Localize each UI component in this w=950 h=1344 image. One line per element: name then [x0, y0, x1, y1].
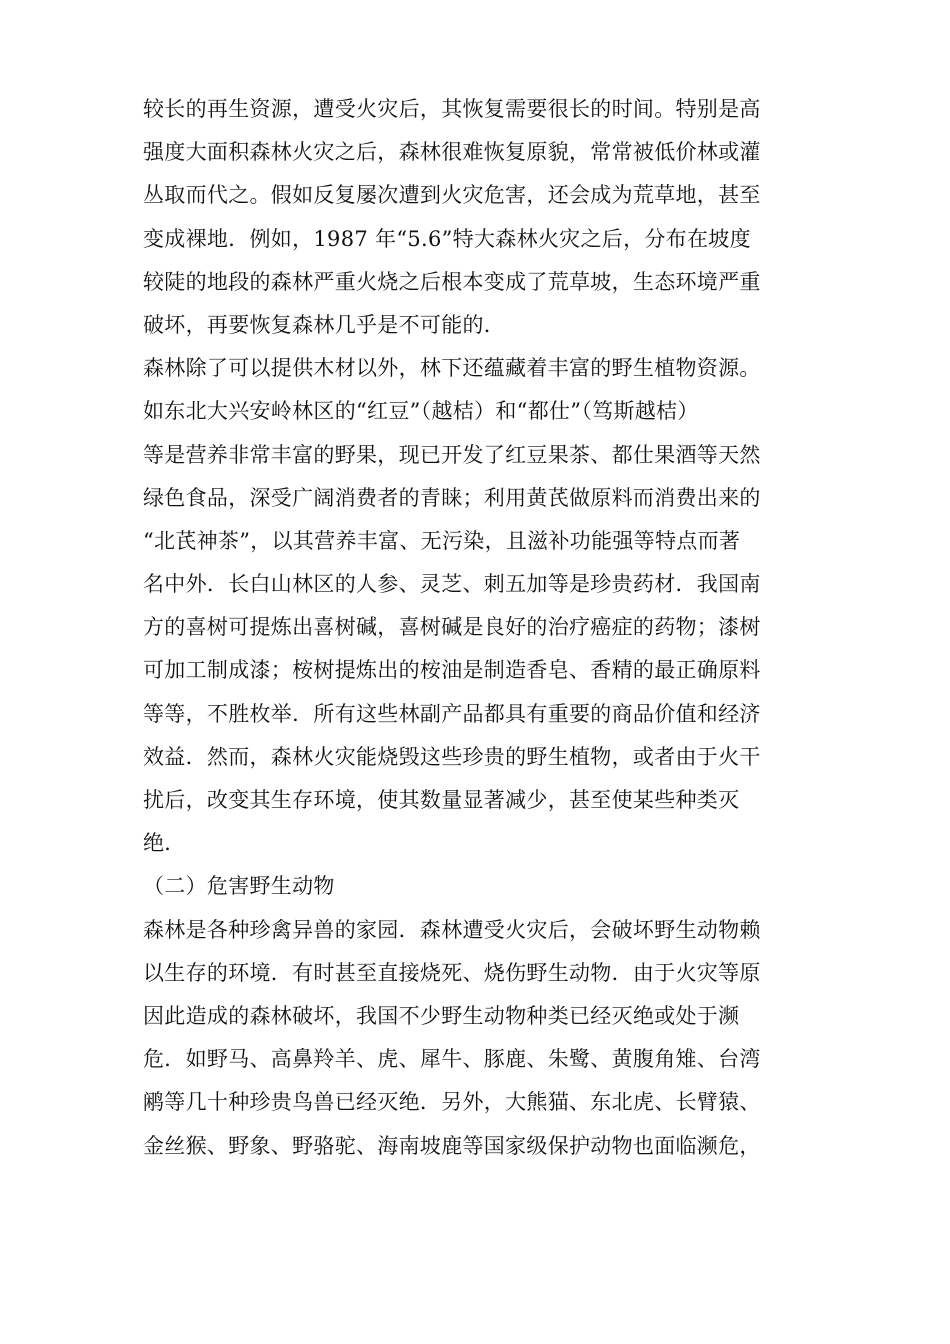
section-heading: （二）危害野生动物: [143, 874, 335, 899]
text-line: 方的喜树可提炼出喜树碱，喜树碱是良好的治疗癌症的药物；漆树: [143, 615, 761, 640]
text-line: 扰后，改变其生存环境，使其数量显著减少，甚至使某些种类灭: [143, 788, 740, 812]
text-line: 丛取而代之。假如反复屡次遭到火灾危害，还会成为荒草地，甚至: [143, 183, 761, 208]
text-line: 可加工制成漆；桉树提炼出的桉油是制造香皂、香精的最正确原料: [143, 658, 761, 683]
text-line: 绿色食品，深受广阔消费者的青睐；利用黄芪做原料而消费出来的: [143, 485, 761, 510]
text-line: 森林除了可以提供木材以外，林下还蕴藏着丰富的野生植物资源。: [143, 356, 761, 381]
text-line: 名中外．长白山林区的人参、灵芝、刺五加等是珍贵药材．我国南: [143, 572, 761, 597]
text-line: 等是营养非常丰富的野果，现已开发了红豆果茶、都仕果酒等天然: [143, 442, 761, 467]
text-line: 森林是各种珍禽异兽的家园．森林遭受火灾后，会破坏野生动物赖: [143, 917, 761, 942]
body-text: [143, 88, 803, 1168]
text-line: 以生存的环境．有时甚至直接烧死、烧伤野生动物．由于火灾等原: [143, 960, 761, 985]
text-line: 变成裸地．例如，1987 年“5.6”特大森林火灾之后，分布在坡度: [143, 226, 751, 251]
text-line: 鹇等几十种珍贵鸟兽已经灭绝．另外，大熊猫、东北虎、长臂猿、: [143, 1090, 761, 1115]
text-line: 较陡的地段的森林严重火烧之后根本变成了荒草坡，生态环境严重: [143, 269, 761, 294]
text-line: 效益．然而，森林火灾能烧毁这些珍贵的野生植物，或者由于火干: [143, 744, 761, 769]
text-line: 金丝猴、野象、野骆驼、海南坡鹿等国家级保护动物也面临濒危，: [143, 1133, 761, 1158]
text-line: 强度大面积森林火灾之后，森林很难恢复原貌，常常被低价林或灌: [143, 140, 761, 165]
text-line: 等等，不胜枚举．所有这些林副产品都具有重要的商品价值和经济: [143, 701, 761, 726]
text-line: “北芪神茶”，以其营养丰富、无污染，且滋补功能强等特点而著: [143, 528, 741, 553]
text-line: 如东北大兴安岭林区的“红豆”（越桔）和“都仕”（笃斯越桔）: [143, 399, 699, 424]
text-line: 危．如野马、高鼻羚羊、虎、犀牛、豚鹿、朱鹭、黄腹角雉、台湾: [143, 1047, 761, 1072]
text-line: 较长的再生资源，遭受火灾后，其恢复需要很长的时间。特别是高: [143, 97, 761, 121]
text-line: 因此造成的森林破坏，我国不少野生动物种类已经灭绝或处于濒: [143, 1003, 740, 1028]
text-line: 绝．: [143, 831, 186, 856]
text-line: 破坏，再要恢复森林几乎是不可能的．: [143, 312, 506, 337]
